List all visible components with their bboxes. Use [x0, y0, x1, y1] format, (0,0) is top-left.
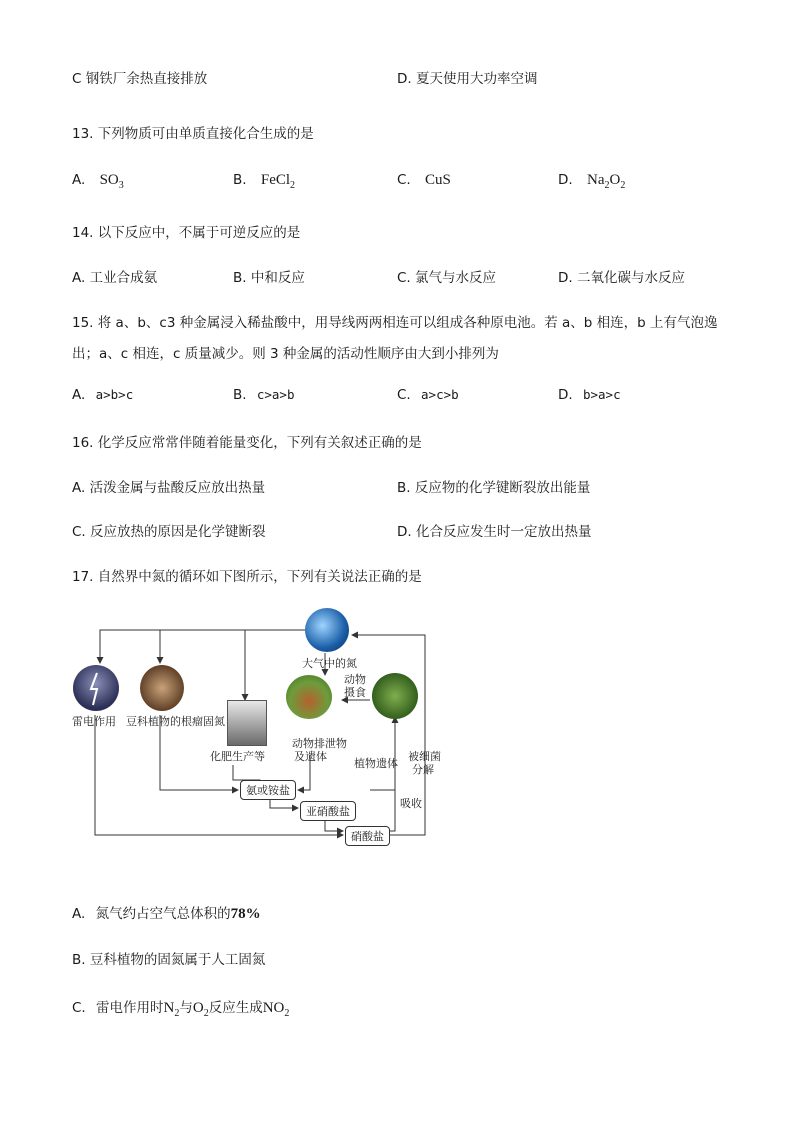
- q14-option-d: D. 二氧化碳与水反应: [558, 270, 685, 286]
- label-fertilizer: 化肥生产等: [210, 750, 265, 763]
- forest-icon: [372, 673, 418, 719]
- q17-option-a: [72, 902, 261, 923]
- label-absorb: 吸收: [400, 797, 422, 810]
- q17-percent-a: 78%: [230, 906, 261, 922]
- label-animal-waste-1: 动物排泄物: [292, 737, 347, 750]
- q17-formula-no2: $NO_2$: [262, 1000, 290, 1019]
- label-bacteria-2: 分解: [412, 763, 434, 776]
- q13-option-c: [397, 172, 451, 189]
- q12-option-c: C 钢铁厂余热直接排放: [72, 71, 208, 87]
- q17-text-c2: 反应生成: [208, 1000, 263, 1016]
- q13-formula-b: FeCl$_2$: [260, 172, 296, 191]
- q16-option-b: B. 反应物的化学键断裂放出能量: [397, 480, 591, 496]
- q17-label-a: A.: [72, 906, 86, 922]
- q13-label-c: C.: [397, 172, 411, 188]
- label-atmosphere: 大气中的氮: [302, 657, 357, 670]
- q13-stem: 13. 下列物质可由单质直接化合生成的是: [72, 126, 314, 142]
- q17-formula-n2: $N_2$: [163, 1000, 180, 1019]
- q13-formula-c: CuS: [425, 172, 451, 188]
- q15-option-d: [558, 387, 621, 403]
- box-nitrate: 硝酸盐: [345, 826, 390, 846]
- q13-formula-d: $Na_2O_2$: [586, 172, 626, 191]
- nitrogen-cycle-diagram: [70, 605, 450, 855]
- q12-option-d: D. 夏天使用大功率空调: [397, 71, 538, 87]
- q17-option-b: B. 豆科植物的固氮属于人工固氮: [72, 952, 266, 968]
- q15-option-c: [397, 387, 459, 403]
- label-animal-eat-1: 动物: [344, 673, 366, 686]
- q15-value-b: c>a>b: [256, 387, 295, 402]
- q13-option-b: [233, 172, 295, 191]
- q15-stem-line2: 出；a、c 相连，c 质量减少。则 3 种金属的活动性顺序由大到小排列为: [72, 346, 499, 362]
- q17-option-c: [72, 996, 289, 1019]
- factory-icon: [227, 700, 267, 746]
- q16-stem: 16. 化学反应常常伴随着能量变化，下列有关叙述正确的是: [72, 435, 422, 451]
- q15-label-c: C.: [397, 387, 411, 403]
- q17-label-c: C.: [72, 1000, 86, 1016]
- q15-option-a: [72, 387, 133, 403]
- q15-label-d: D.: [558, 387, 573, 403]
- q14-option-a: A. 工业合成氨: [72, 270, 158, 286]
- q15-label-b: B.: [233, 387, 247, 403]
- q14-option-c: C. 氯气与水反应: [397, 270, 497, 286]
- label-bacteria-1: 被细菌: [408, 750, 441, 763]
- q15-value-d: b>a>c: [582, 387, 621, 402]
- label-lightning: 雷电作用: [72, 715, 116, 728]
- q16-option-d: D. 化合反应发生时一定放出热量: [397, 524, 592, 540]
- lightning-icon: [73, 665, 119, 711]
- label-animal-waste-2: 及遗体: [294, 750, 327, 763]
- q14-option-b: B. 中和反应: [233, 270, 305, 286]
- q17-stem: 17. 自然界中氮的循环如下图所示，下列有关说法正确的是: [72, 569, 422, 585]
- q16-option-c: C. 反应放热的原因是化学键断裂: [72, 524, 266, 540]
- label-animal-eat-2: 摄食: [344, 686, 366, 699]
- q17-formula-o2: $O_2$: [192, 1000, 209, 1019]
- cattle-icon: [286, 675, 332, 719]
- q17-text-c1: 雷电作用时: [96, 1000, 164, 1016]
- q17-text-yu: 与: [179, 1000, 193, 1016]
- q13-option-a: [72, 172, 124, 191]
- q15-option-b: [233, 387, 295, 403]
- q15-value-a: a>b>c: [95, 387, 134, 402]
- earth-icon: [305, 608, 349, 652]
- q13-label-b: B.: [233, 172, 247, 188]
- q17-text-a: 氮气约占空气总体积的: [95, 906, 231, 922]
- box-nitrite: 亚硝酸盐: [300, 801, 356, 821]
- q15-stem-line1: 15. 将 a、b、c3 种金属浸入稀盐酸中，用导线两两相连可以组成各种原电池。若 a、b 相连，b 上有气泡逸: [72, 315, 718, 331]
- q13-label-d: D.: [558, 172, 573, 188]
- q13-formula-a: $SO_3$: [99, 172, 124, 191]
- q15-value-c: a>c>b: [421, 387, 459, 402]
- root-nodule-icon: [140, 665, 184, 711]
- q13-label-a: A.: [72, 172, 86, 188]
- q16-option-a: A. 活泼金属与盐酸反应放出热量: [72, 480, 266, 496]
- q13-option-d: [558, 172, 625, 191]
- label-plant-remains: 植物遗体: [354, 757, 398, 770]
- q14-stem: 14. 以下反应中，不属于可逆反应的是: [72, 225, 301, 241]
- label-legume: 豆科植物的根瘤固氮: [126, 715, 225, 728]
- q15-label-a: A.: [72, 387, 86, 403]
- box-ammonia: 氨或铵盐: [240, 780, 296, 800]
